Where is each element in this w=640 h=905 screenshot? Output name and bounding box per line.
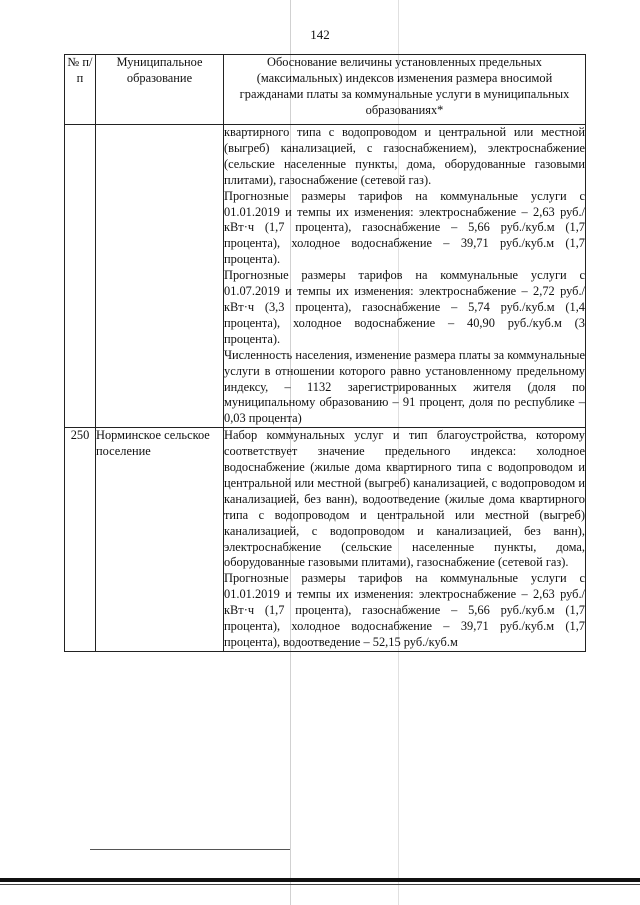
- justification-paragraph: Прогнозные размеры тарифов на коммунальные услуги с 01.01.2019 и темпы их изменения: электроснабжение – 2,63 руб./кВт·ч (1,7 процента), газоснабжение – 5,66 руб./куб.м (1,7 процента), холодное водоснабжение – 39,71 руб./куб.м (1,7 процента).: [224, 188, 585, 267]
- justification-cell: [224, 125, 586, 428]
- page-number: 142: [310, 27, 330, 42]
- header-municipality: Муниципальное образование: [96, 55, 224, 125]
- justification-paragraph: Численность населения, изменение размера платы за коммунальные услуги в отношении которого равно установленному предельному индексу, – 1132 зарегистрированных жителя (доля по муниципальному образованию – 91 процент, доля по республике – 0,03 процента): [224, 347, 585, 426]
- header-justification: Обоснование величины установленных предельных (максимальных) индексов изменения размера вносимой гражданами платы за коммунальные услуги в муниципальных образованиях*: [224, 55, 586, 125]
- municipality-name: Норминское сельское поселение: [96, 428, 224, 652]
- justification-paragraph: квартирного типа с водопроводом и центральной или местной (выгреб) канализацией, с газоснабжением), электроснабжение (сельские населенные пункты, дома, оборудованные газовыми плитами), газоснабжение (сетевой газ).: [224, 125, 585, 187]
- justification-paragraph: Прогнозные размеры тарифов на коммунальные услуги с 01.07.2019 и темпы их изменения: электроснабжение – 2,72 руб./кВт·ч (3,3 процента), газоснабжение – 5,74 руб./куб.м (1,4 процента), холодное водоснабжение – 40,90 руб./куб.м (3 процента).: [224, 268, 585, 346]
- scan-artifact-line: [90, 849, 290, 850]
- row-number: [65, 125, 96, 428]
- indices-table: [64, 54, 586, 652]
- justification-paragraph: Набор коммунальных услуг и тип благоустройства, которому соответствует значение предельного индекса: холодное водоснабжение (жилые дома квартирного типа с водопроводом и центральной или местной (выгреб) канализацией, с водопроводом и канализацией, без ванн), водоотведение (жилые дома квартирного типа с водопроводом и центральной или местной (выгреб) канализацией, с водопроводом и канализацией, без ванн), электроснабжение (сельские населенные пункты, дома, оборудованные газовыми плитами), газоснабжение (сетевой газ).: [224, 428, 585, 570]
- table-row: [65, 125, 586, 428]
- table-header-row: [65, 55, 586, 125]
- municipality-name: [96, 125, 224, 428]
- row-number: 250: [65, 428, 96, 652]
- justification-cell: [224, 428, 586, 652]
- justification-paragraph: Прогнозные размеры тарифов на коммунальные услуги с 01.01.2019 и темпы их изменения: электроснабжение – 2,63 руб./кВт·ч (1,7 процента), газоснабжение – 5,66 руб./куб.м (1,7 процента), холодное водоснабжение – 39,71 руб./куб.м (1,7 процента), водоотведение – 52,15 руб./куб.м: [224, 571, 585, 649]
- scan-edge-line: [0, 884, 640, 885]
- scan-edge-bar: [0, 878, 640, 882]
- header-num: № п/п: [65, 55, 96, 125]
- table-row: [65, 428, 586, 652]
